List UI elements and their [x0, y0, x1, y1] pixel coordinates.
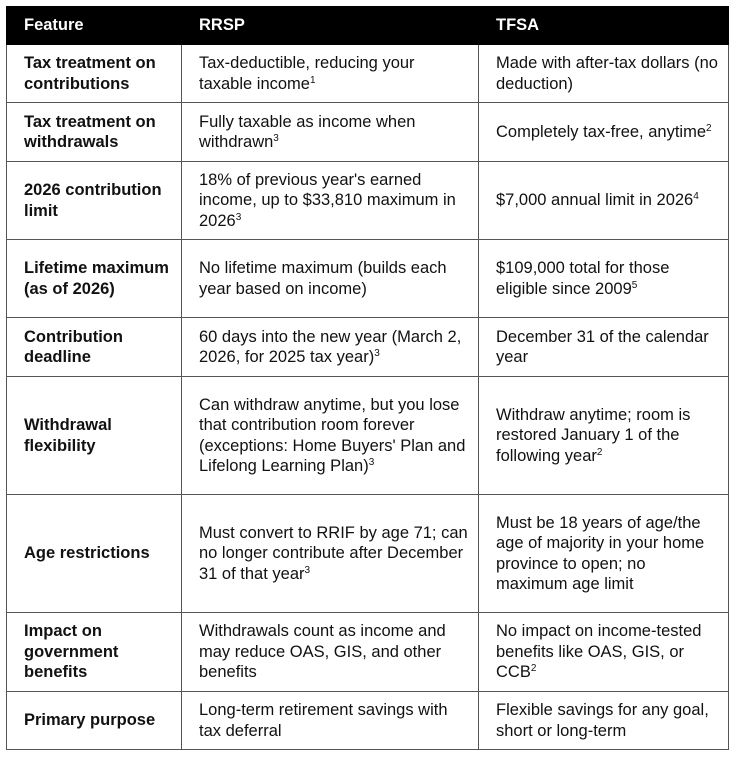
table-row [7, 162, 729, 240]
tfsa-cell [479, 692, 729, 750]
table-row [7, 240, 729, 318]
rrsp-cell [182, 45, 479, 103]
feature-cell: Tax treatment on withdrawals [7, 103, 182, 162]
tfsa-text: No impact on income-tested benefits like OAS, GIS, or CCB [496, 622, 702, 682]
rrsp-text: Must convert to RRIF by age 71; can no longer contribute after December 31 of that year [199, 523, 468, 583]
tfsa-text: Made with after-tax dollars (no deduction) [496, 54, 718, 93]
table-row [7, 45, 729, 103]
tfsa-cell [479, 318, 729, 377]
tfsa-cell [479, 162, 729, 240]
table-row [7, 318, 729, 377]
footnote-marker: 5 [631, 279, 638, 291]
table-row [7, 103, 729, 162]
footnote-marker: 1 [309, 74, 316, 86]
rrsp-cell [182, 495, 479, 613]
table-row [7, 613, 729, 692]
rrsp-text: Long-term retirement savings with tax deferral [199, 701, 448, 740]
feature-cell: Impact on government benefits [7, 613, 182, 692]
table-body [7, 45, 729, 750]
rrsp-text: Withdrawals count as income and may reduce OAS, GIS, and other benefits [199, 622, 446, 682]
rrsp-text: 60 days into the new year (March 2, 2026, for 2025 tax year) [199, 327, 462, 366]
tfsa-text: Completely tax-free, anytime [496, 122, 706, 141]
tfsa-text: December 31 of the calendar year [496, 327, 709, 366]
feature-cell: Primary purpose [7, 692, 182, 750]
footnote-marker: 3 [368, 457, 375, 468]
tfsa-text: $109,000 total for those eligible since 2009 [496, 259, 670, 298]
rrsp-cell [182, 318, 479, 377]
rrsp-cell [182, 162, 479, 240]
table-row [7, 495, 729, 613]
footnote-marker: 3 [304, 564, 311, 576]
tfsa-cell [479, 377, 729, 495]
table-row [7, 692, 729, 750]
comparison-table [6, 6, 729, 750]
header-rrsp: RRSP [182, 7, 479, 45]
feature-cell: Age restrictions [7, 495, 182, 613]
footnote-marker: 2 [706, 122, 712, 134]
footnote-marker: 3 [374, 348, 380, 359]
feature-cell: Withdrawal flexibility [7, 377, 182, 495]
rrsp-cell [182, 377, 479, 495]
tfsa-text: Must be 18 years of age/the age of majority in your home province to open; no maximum age limit [496, 513, 705, 593]
tfsa-cell [479, 495, 729, 613]
tfsa-text: Flexible savings for any goal, short or long-term [496, 701, 709, 740]
tfsa-text: $7,000 annual limit in 2026 [496, 191, 694, 210]
tfsa-cell [479, 103, 729, 162]
rrsp-text: Fully taxable as income when withdrawn [199, 112, 416, 151]
rrsp-text: Tax-deductible, reducing your taxable income [199, 54, 415, 93]
feature-cell: Lifetime maximum (as of 2026) [7, 240, 182, 318]
footnote-marker: 3 [273, 133, 279, 144]
rrsp-cell [182, 240, 479, 318]
rrsp-text: 18% of previous year's earned income, up to $33,810 maximum in 2026 [199, 170, 456, 230]
tfsa-text: Withdraw anytime; room is restored January 1 of the following year [496, 405, 691, 465]
rrsp-cell [182, 103, 479, 162]
rrsp-cell [182, 692, 479, 750]
tfsa-cell [479, 240, 729, 318]
rrsp-text: No lifetime maximum (builds each year based on income) [199, 259, 447, 298]
tfsa-cell [479, 45, 729, 103]
footnote-marker: 2 [530, 663, 537, 675]
footnote-marker: 3 [235, 211, 242, 223]
feature-cell: 2026 contribution limit [7, 162, 182, 240]
footnote-marker: 2 [596, 446, 603, 458]
feature-cell: Contribution deadline [7, 318, 182, 377]
table-header [7, 7, 729, 45]
table-row [7, 377, 729, 495]
header-tfsa: TFSA [479, 7, 729, 45]
footnote-marker: 4 [693, 191, 699, 203]
rrsp-cell [182, 613, 479, 692]
feature-cell: Tax treatment on contributions [7, 45, 182, 103]
tfsa-cell [479, 613, 729, 692]
header-feature: Feature [7, 7, 182, 45]
header-row [7, 7, 729, 45]
rrsp-text: Can withdraw anytime, but you lose that contribution room forever (exceptions: Home Buyers' Plan and Lifelong Learning Plan) [199, 395, 466, 475]
